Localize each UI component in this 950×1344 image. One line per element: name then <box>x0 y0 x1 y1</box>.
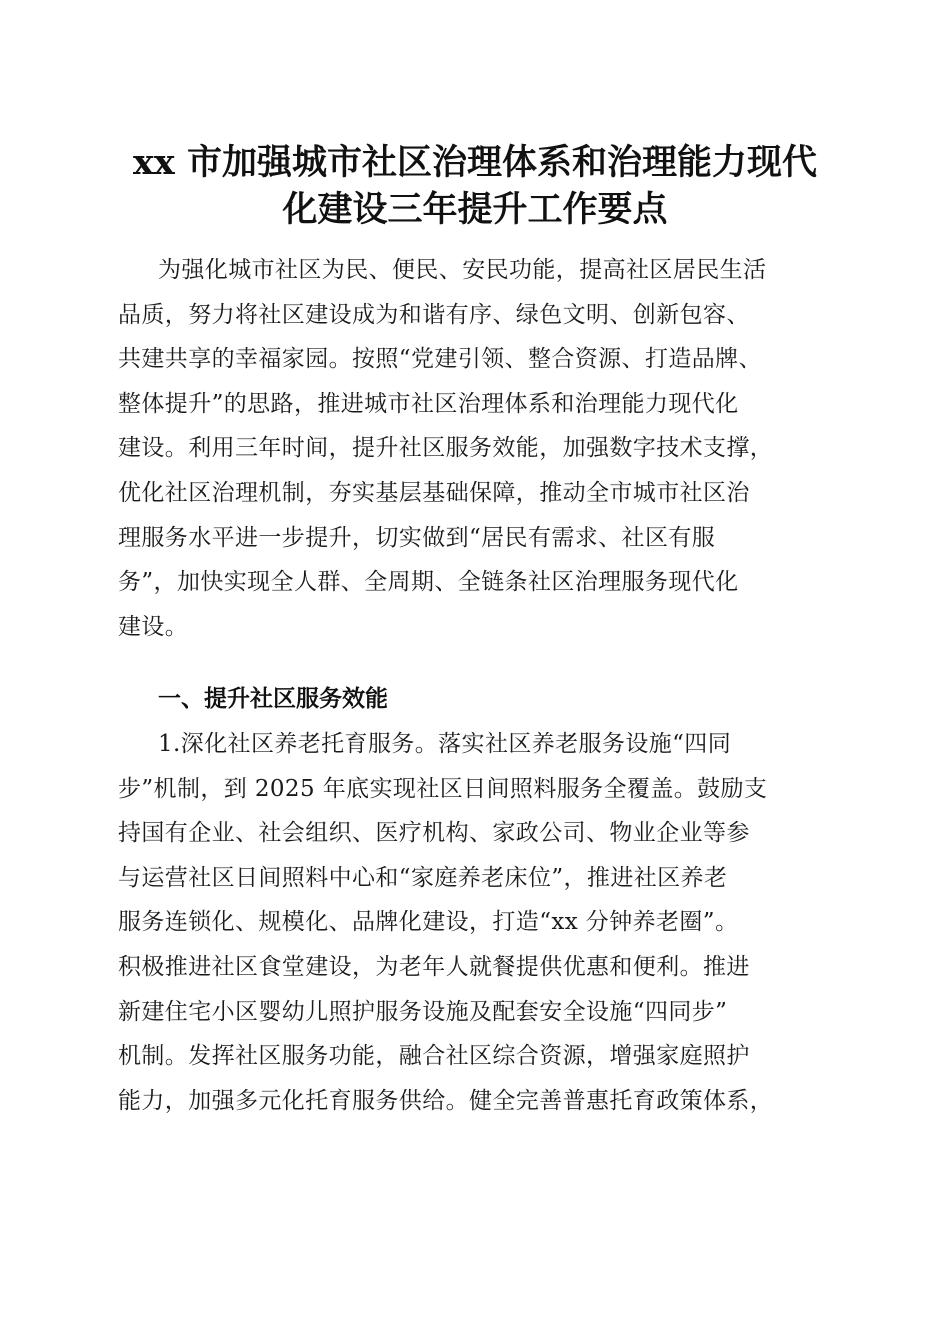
document-title-line-2: 化建设三年提升工作要点 <box>282 189 668 230</box>
paragraph-line: 整体提升”的思路，推进城市社区治理体系和治理能力现代化 <box>118 390 739 417</box>
paragraph-line: 步”机制，到 2025 年底实现社区日间照料服务全覆盖。鼓励支 <box>118 775 768 802</box>
paragraph-line: 持国有企业、社会组织、医疗机构、家政公司、物业企业等参 <box>118 820 750 847</box>
paragraph-line: 理服务水平进一步提升，切实做到“居民有需求、社区有服 <box>118 524 716 551</box>
paragraph-line: 积极推进社区食堂建设，为老年人就餐提供优惠和便利。推进 <box>118 953 750 980</box>
paragraph-line: 务”，加快实现全人群、全周期、全链条社区治理服务现代化 <box>118 569 739 596</box>
section-1-item-1-paragraph <box>118 722 838 1123</box>
section-heading-1: 一、提升社区服务效能 <box>158 686 388 712</box>
paragraph-line: 共建共享的幸福家园。按照“党建引领、整合资源、打造品牌、 <box>118 346 762 373</box>
paragraph-line: 建设。 <box>118 613 189 640</box>
intro-paragraph <box>118 248 838 649</box>
paragraph-line: 品质，努力将社区建设成为和谐有序、绿色文明、创新包容、 <box>118 301 750 328</box>
paragraph-line: 能力，加强多元化托育服务供给。健全完善普惠托育政策体系， <box>118 1087 774 1114</box>
paragraph-line: 优化社区治理机制，夯实基层基础保障，推动全市城市社区治 <box>118 479 750 506</box>
paragraph-line: 建设。利用三年时间，提升社区服务效能，加强数字技术支撑， <box>118 435 774 462</box>
document-title-line-1: xx 市加强城市社区治理体系和治理能力现代 <box>133 142 817 183</box>
paragraph-line: 服务连锁化、规模化、品牌化建设，打造“xx 分钟养老圈”。 <box>118 909 739 936</box>
paragraph-line: 新建住宅小区婴幼儿照护服务设施及配套安全设施“四同步” <box>118 998 728 1025</box>
paragraph-line: 与运营社区日间照料中心和“家庭养老床位”，推进社区养老 <box>118 864 728 891</box>
paragraph-line: 为强化城市社区为民、便民、安民功能，提高社区居民生活 <box>158 257 767 283</box>
paragraph-line: 机制。发挥社区服务功能，融合社区综合资源，增强家庭照护 <box>118 1043 750 1070</box>
paragraph-line: 1.深化社区养老托育服务。落实社区养老服务设施“四同 <box>158 731 732 757</box>
